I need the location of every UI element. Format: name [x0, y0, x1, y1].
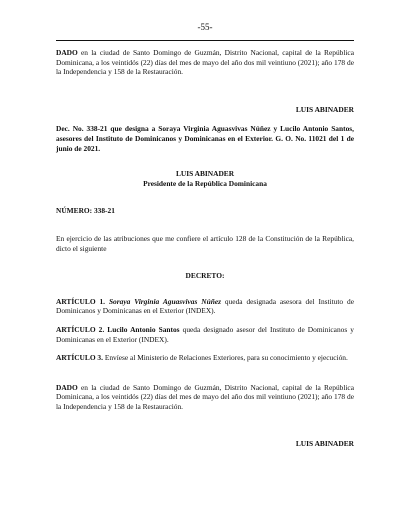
preamble: En ejercicio de las atribuciones que me confiere el artículo 128 de la Constitución de la República, dicto el siguiente [56, 233, 354, 253]
page-number: -55- [197, 22, 213, 32]
article-3-label: ARTÍCULO 3. [56, 353, 103, 363]
article-2-text: queda designado asesor del Instituto de Dominicanos y Dominicanas en el Exterior (INDEX). [56, 324, 354, 344]
dado-paragraph-1 [56, 48, 354, 77]
header-rule [56, 40, 354, 41]
dado-paragraph-2 [56, 383, 354, 412]
article-1-label: ARTÍCULO 1. [56, 296, 106, 306]
decree-summary: Dec. No. 338-21 que designa a Soraya Virginia Aguasvivas Núñez y Lucilo Antonio Santos, asesores del Instituto de Dominicanos y Dominicanas en el Exterior. G. O. No. 11021 del 1 de junio de 2021. [56, 124, 354, 153]
article-1-text: queda designada asesora del Instituto de Dominicanos y Dominicanas en el Exterior (INDEX). [56, 296, 354, 316]
article-1 [56, 297, 354, 316]
article-2-label: ARTÍCULO 2. [56, 324, 105, 334]
dado-label-2: DADO [56, 382, 78, 392]
dado-text-2: en la ciudad de Santo Domingo de Guzmán, Distrito Nacional, capital de la República Dominicana, a los veintidós (22) días del mes de mayo del año dos mil veintiuno (2021); año 178 de la Independencia y 158 de la Restauración. [56, 382, 354, 411]
decree-number: NÚMERO: 338-21 [56, 206, 115, 216]
article-3 [56, 353, 354, 363]
article-2 [56, 325, 354, 344]
document-body [56, 48, 354, 449]
decreto-heading: DECRETO: [185, 271, 225, 281]
signature-1: LUIS ABINADER [295, 104, 354, 114]
heading-title: Presidente de la República Dominicana [143, 178, 267, 188]
article-3-text: Envíese al Ministerio de Relaciones Exteriores, para su conocimiento y ejecución. [102, 353, 348, 363]
article-2-name: Lucilo Antonio Santos [107, 324, 180, 334]
article-1-name: Soraya Virginia Aguasvivas Núñez [108, 296, 221, 306]
signature-2: LUIS ABINADER [295, 439, 354, 449]
heading-name: LUIS ABINADER [175, 169, 235, 179]
dado-label: DADO [56, 48, 78, 57]
dado-text: en la ciudad de Santo Domingo de Guzmán, Distrito Nacional, capital de la República Dominicana, a los veintidós (22) días del mes de mayo del año dos mil veintiuno (2021); año 178 de la Independencia y 158 de la Restauración. [56, 48, 354, 77]
